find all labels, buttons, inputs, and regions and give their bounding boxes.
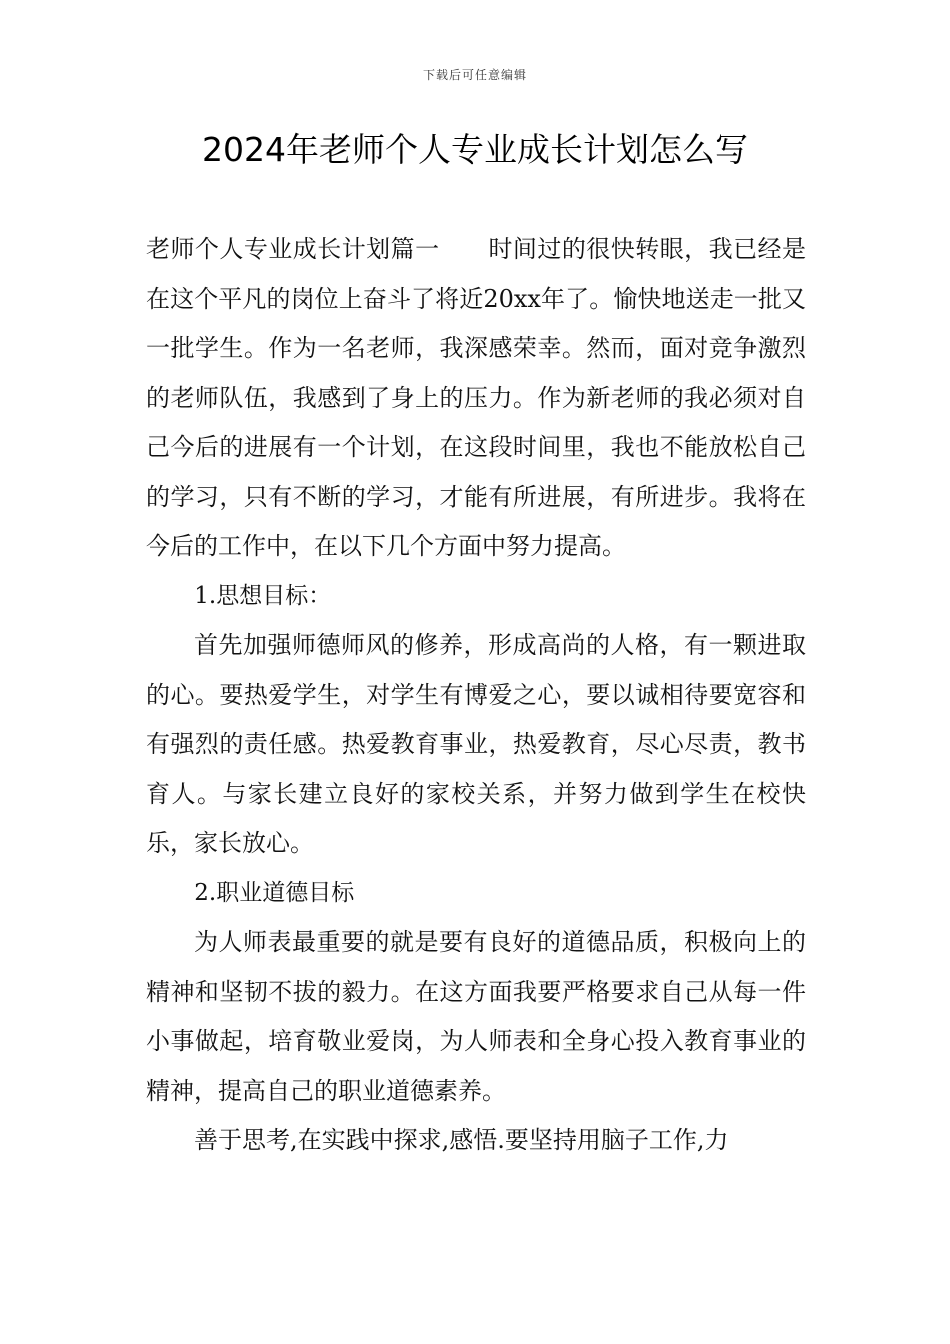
paragraph-ethics-goal: 为人师表最重要的就是要有良好的道德品质，积极向上的精神和坚韧不拔的毅力。在这方面我要严格要求自己从每一件小事做起，培育敬业爱岗，为人师表和全身心投入教育事业的精神，提高自己的职业道德素养。 — [146, 928, 806, 1105]
section-heading-ethics-goal: 2.职业道德目标 — [194, 879, 355, 906]
paragraph-thought-goal: 首先加强师德师风的修养，形成高尚的人格，有一颗进取的心。要热爱学生，对学生有博爱之心，要以诚相待要宽容和有强烈的责任感。热爱教育事业，热爱教育，尽心尽责，教书育人。与家长建立良好的家校关系，并努力做到学生在校快乐，家长放心。 — [146, 631, 806, 857]
document-title: 2024年老师个人专业成长计划怎么写 — [202, 130, 748, 169]
document-body — [146, 225, 806, 1166]
header-note: 下载后可任意编辑 — [422, 68, 527, 82]
paragraph-intro: 老师个人专业成长计划篇一 时间过的很快转眼，我已经是在这个平凡的岗位上奋斗了将近20xx年了。愉快地送走一批又一批学生。作为一名老师，我深感荣幸。然而，面对竞争激烈的老师队伍，我感到了身上的压力。作为新老师的我必须对自己今后的进展有一个计划，在这段时间里，我也不能放松自己的学习，只有不断的学习，才能有所进展，有所进步。我将在今后的工作中，在以下几个方面中努力提高。 — [146, 235, 806, 560]
section-heading-thought-goal: 1.思想目标： — [194, 582, 332, 609]
paragraph-thinking: 善于思考,在实践中探求,感悟.要坚持用脑子工作,力 — [194, 1126, 729, 1154]
